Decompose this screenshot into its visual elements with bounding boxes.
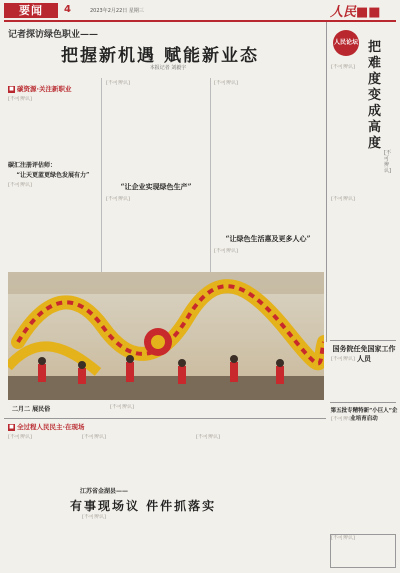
- lead-byline: 本报记者 刘毅宇: [149, 65, 187, 71]
- lead-subhead-a: “让天更蓝更绿色发展有力”: [16, 172, 90, 179]
- brief-body: [不可辨认]: [331, 416, 355, 422]
- column-divider: [326, 22, 327, 342]
- lead-section-label: 碳资源·关注新职业: [17, 85, 72, 93]
- lead-section-heading: [8, 84, 98, 93]
- lead-body-col2b: [不可辨认]: [106, 196, 130, 202]
- brief-body: [不可辨认]: [331, 356, 355, 362]
- page-number: 4: [64, 4, 71, 15]
- brief-rule: [330, 402, 396, 403]
- brief-rule: [330, 340, 396, 341]
- bottom-section-label: 全过程人民民主·在现场: [17, 423, 85, 431]
- photo-credit: [不可辨认]: [110, 404, 134, 410]
- publication-date: 2023年2月22日 星期三: [90, 8, 144, 14]
- lead-body-col3: [不可辨认]: [214, 80, 238, 86]
- bottom-headline: 有事现场议 件件抓落实: [70, 499, 217, 513]
- lead-subhead-b: “让企业实现绿色生产”: [120, 182, 192, 191]
- brief-headline: 第五批专精特新“小巨人”企业培育启动: [330, 408, 398, 422]
- section-rule: [4, 418, 326, 419]
- lead-body-col2: [不可辨认]: [106, 80, 130, 86]
- section-mark-icon: ■: [9, 85, 14, 92]
- section-mark-icon: ■: [9, 423, 14, 430]
- bottom-body-col3: [不可辨认]: [196, 434, 220, 440]
- commentary-body: [不可辨认]: [331, 196, 355, 202]
- page-header: [0, 0, 400, 22]
- bottom-kicker: 江苏省金湖县——: [80, 488, 129, 495]
- lead-headline: 把握新机遇 赋能新业态: [61, 46, 259, 66]
- bottom-section-heading: [8, 422, 84, 431]
- lead-subhead-c: “让绿色生活惠及更多人心”: [225, 234, 311, 243]
- lead-sub-label: 碳汇注册评估师：: [8, 162, 57, 169]
- photo-caption: 二月二 展民俗: [12, 406, 51, 413]
- lead-body-col1b: [不可辨认]: [8, 182, 32, 188]
- newspaper-masthead: 人民■■: [330, 5, 381, 20]
- brief-headline: 国务院任免国家工作人员: [332, 344, 396, 363]
- bottom-body-col1: [不可辨认]: [8, 434, 32, 440]
- page-index-box: [不可辨认]: [330, 534, 396, 568]
- commentary-body-left: [不可辨认]: [331, 64, 355, 70]
- dragon-dance-illustration: [8, 272, 324, 400]
- lead-body-col3b: [不可辨认]: [214, 248, 238, 254]
- lead-kicker: 记者探访绿色职业——: [8, 30, 99, 40]
- commentary-title: 把难度变成高度: [368, 40, 382, 151]
- commentary-badge: 人民论坛: [333, 30, 359, 56]
- header-rule: [4, 20, 396, 22]
- dragon-dance-photo: [8, 272, 324, 400]
- bottom-body-col2b: [不可辨认]: [82, 514, 106, 520]
- commentary-byline: [不可辨认]: [384, 150, 391, 174]
- bottom-body-col2: [不可辨认]: [82, 434, 106, 440]
- section-label: 要闻: [4, 3, 58, 18]
- lead-body-col1: [不可辨认]: [8, 96, 32, 102]
